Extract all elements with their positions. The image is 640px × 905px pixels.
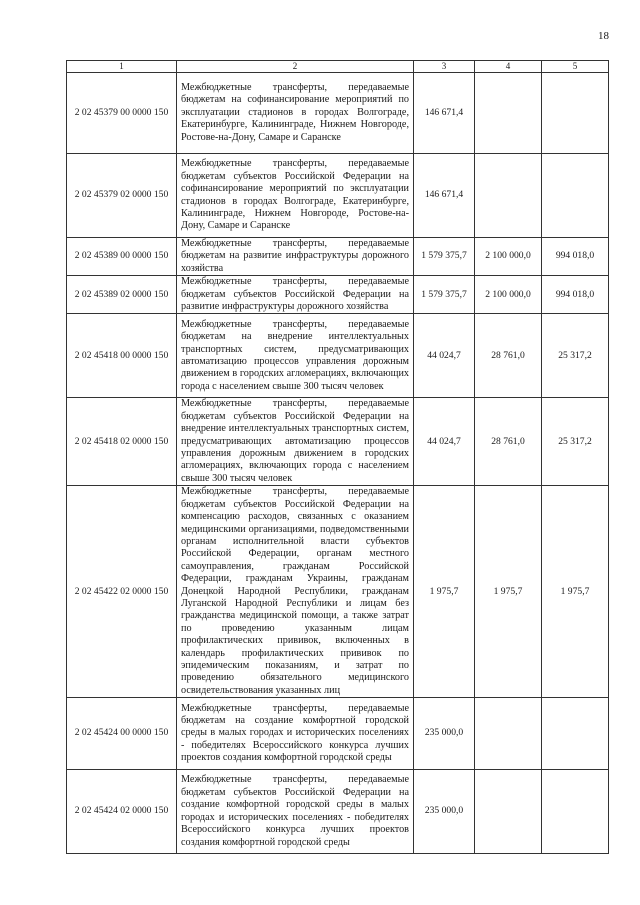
row-description: Межбюджетные трансферты, передаваемые бюджетам на софинансирование мероприятий по эксплуатации стадионов в городах Волгограде, Екатеринбурге, Калининграде, Нижнем Новгороде, Ростове-на-Дону, Самаре и Саранске bbox=[177, 73, 414, 154]
column-number-1: 1 bbox=[67, 61, 177, 73]
amount-col5: 1 975,7 bbox=[542, 486, 609, 698]
table-row bbox=[67, 154, 609, 238]
column-number-2: 2 bbox=[177, 61, 414, 73]
amount-col4 bbox=[475, 698, 542, 770]
budget-code: 2 02 45379 02 0000 150 bbox=[67, 154, 177, 238]
amount-col3: 146 671,4 bbox=[414, 73, 475, 154]
table-row bbox=[67, 73, 609, 154]
budget-code: 2 02 45422 02 0000 150 bbox=[67, 486, 177, 698]
amount-col5: 994 018,0 bbox=[542, 238, 609, 276]
amount-col4: 28 761,0 bbox=[475, 314, 542, 398]
budget-code: 2 02 45424 02 0000 150 bbox=[67, 770, 177, 854]
amount-col5: 994 018,0 bbox=[542, 276, 609, 314]
column-number-4: 4 bbox=[475, 61, 542, 73]
table-row bbox=[67, 486, 609, 698]
row-description: Межбюджетные трансферты, передаваемые бюджетам на создание комфортной городской среды в малых городах и исторических поселениях - победителях Всероссийского конкурса лучших проектов создания комфортной городской среды bbox=[177, 698, 414, 770]
budget-code: 2 02 45389 02 0000 150 bbox=[67, 276, 177, 314]
amount-col4: 28 761,0 bbox=[475, 398, 542, 486]
table-row bbox=[67, 398, 609, 486]
row-description: Межбюджетные трансферты, передаваемые бюджетам на развитие инфраструктуры дорожного хозяйства bbox=[177, 238, 414, 276]
amount-col4: 1 975,7 bbox=[475, 486, 542, 698]
page-number: 18 bbox=[598, 30, 609, 42]
row-description: Межбюджетные трансферты, передаваемые бюджетам субъектов Российской Федерации на создание комфортной городской среды в малых городах и исторических поселениях - победителях Всероссийского конкурса лучших проектов создания комфортной городской среды bbox=[177, 770, 414, 854]
column-number-3: 3 bbox=[414, 61, 475, 73]
budget-table bbox=[66, 60, 609, 854]
amount-col5: 25 317,2 bbox=[542, 314, 609, 398]
table-row bbox=[67, 238, 609, 276]
row-description: Межбюджетные трансферты, передаваемые бюджетам субъектов Российской Федерации на внедрение интеллектуальных транспортных систем, предусматривающих автоматизацию процессов управления дорожным движением в городских агломерациях, включающих города с населением свыше 300 тысяч человек bbox=[177, 398, 414, 486]
amount-col3: 146 671,4 bbox=[414, 154, 475, 238]
column-number-5: 5 bbox=[542, 61, 609, 73]
amount-col3: 1 579 375,7 bbox=[414, 276, 475, 314]
amount-col3: 44 024,7 bbox=[414, 314, 475, 398]
budget-code: 2 02 45424 00 0000 150 bbox=[67, 698, 177, 770]
amount-col4 bbox=[475, 73, 542, 154]
amount-col3: 235 000,0 bbox=[414, 770, 475, 854]
budget-code: 2 02 45389 00 0000 150 bbox=[67, 238, 177, 276]
amount-col5 bbox=[542, 770, 609, 854]
amount-col4: 2 100 000,0 bbox=[475, 238, 542, 276]
amount-col5 bbox=[542, 73, 609, 154]
amount-col5 bbox=[542, 698, 609, 770]
amount-col4 bbox=[475, 770, 542, 854]
table-row bbox=[67, 770, 609, 854]
amount-col4: 2 100 000,0 bbox=[475, 276, 542, 314]
amount-col5 bbox=[542, 154, 609, 238]
budget-code: 2 02 45379 00 0000 150 bbox=[67, 73, 177, 154]
amount-col5: 25 317,2 bbox=[542, 398, 609, 486]
row-description: Межбюджетные трансферты, передаваемые бюджетам субъектов Российской Федерации на развитие инфраструктуры дорожного хозяйства bbox=[177, 276, 414, 314]
amount-col3: 44 024,7 bbox=[414, 398, 475, 486]
budget-code: 2 02 45418 02 0000 150 bbox=[67, 398, 177, 486]
amount-col3: 1 579 375,7 bbox=[414, 238, 475, 276]
budget-code: 2 02 45418 00 0000 150 bbox=[67, 314, 177, 398]
amount-col3: 235 000,0 bbox=[414, 698, 475, 770]
table-row bbox=[67, 314, 609, 398]
column-number-row bbox=[67, 61, 609, 73]
amount-col3: 1 975,7 bbox=[414, 486, 475, 698]
row-description: Межбюджетные трансферты, передаваемые бюджетам на внедрение интеллектуальных транспортных систем, предусматривающих автоматизацию процессов управления дорожным движением в городских агломерациях, включающих города с населением свыше 300 тысяч человек bbox=[177, 314, 414, 398]
amount-col4 bbox=[475, 154, 542, 238]
table-row bbox=[67, 276, 609, 314]
row-description: Межбюджетные трансферты, передаваемые бюджетам субъектов Российской Федерации на компенсацию расходов, связанных с оказанием медицинскими организациями, подведомственными органам исполнительной власти субъектов Российской Федерации, органам местного самоуправления, гражданам Российской Федерации, гражданам Украины, гражданам Донецкой Народной Республики, гражданам Луганской Народной Республики и лицам без гражданства медицинской помощи, а также затрат по проведению указанным лицам профилактических прививок, включенных в календарь профилактических прививок по эпидемическим показаниям, и затрат по проведению обязательного медицинского освидетельствования указанных лиц bbox=[177, 486, 414, 698]
row-description: Межбюджетные трансферты, передаваемые бюджетам субъектов Российской Федерации на софинансирование мероприятий по эксплуатации стадионов в городах Волгограде, Екатеринбурге, Калининграде, Нижнем Новгороде, Ростове-на-Дону, Самаре и Саранске bbox=[177, 154, 414, 238]
table-row bbox=[67, 698, 609, 770]
